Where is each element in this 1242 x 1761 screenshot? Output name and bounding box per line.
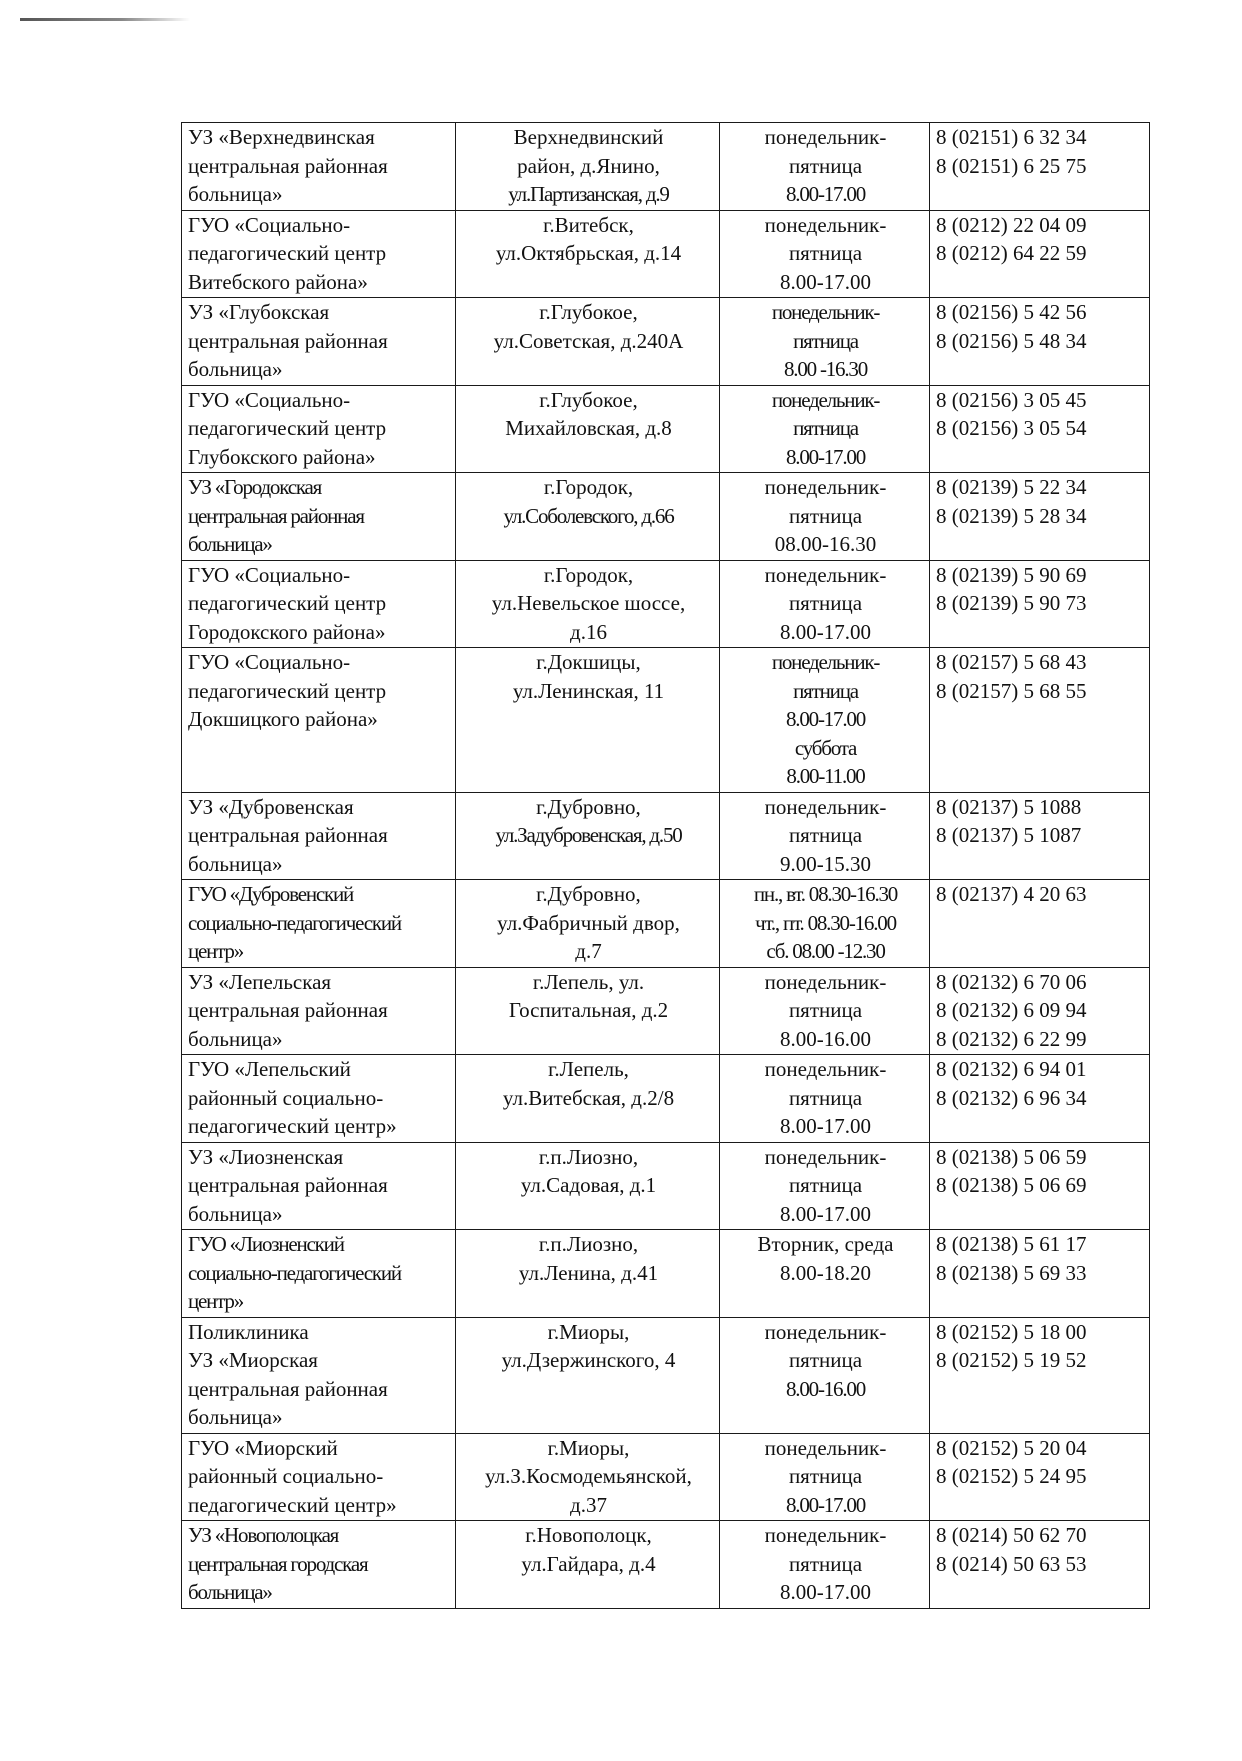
address-cell bbox=[456, 385, 720, 473]
phone-number: 8 (02139) 5 90 69 bbox=[936, 562, 1087, 587]
phone-number: 8 (02156) 5 42 56 bbox=[936, 300, 1087, 324]
hours-cell bbox=[720, 1433, 930, 1521]
organization-cell bbox=[182, 1433, 456, 1521]
address-line: ул.Витебская, д.2/8 bbox=[502, 1085, 675, 1110]
hours-line: 8.00-17.00 bbox=[786, 444, 865, 469]
phone-number: 8 (02137) 5 1088 bbox=[936, 794, 1082, 819]
hours-cell bbox=[720, 123, 930, 211]
hours-cell bbox=[720, 648, 930, 793]
table-row bbox=[182, 560, 1150, 648]
hours-line: понедельник- bbox=[771, 387, 880, 412]
address-line: ул.Фабричный двор, bbox=[497, 910, 680, 935]
organization-cell bbox=[182, 967, 456, 1055]
hours-line: суббота bbox=[794, 735, 857, 760]
phones-cell bbox=[930, 298, 1150, 386]
phones-cell bbox=[930, 560, 1150, 648]
address-line: д.16 bbox=[570, 619, 607, 644]
organization-line: УЗ «Дубровенская bbox=[188, 794, 354, 819]
phones-cell bbox=[930, 473, 1150, 561]
organization-line: центральная районная bbox=[188, 503, 364, 528]
hours-line: пн., вт. 08.30-16.30 bbox=[753, 882, 898, 906]
table-row bbox=[182, 1142, 1150, 1230]
hours-line: пятница bbox=[793, 328, 858, 353]
address-cell bbox=[456, 123, 720, 211]
organization-line: Докшицкого района» bbox=[188, 707, 378, 731]
phone-number: 8 (0212) 22 04 09 bbox=[936, 212, 1087, 237]
phone-number: 8 (02156) 3 05 54 bbox=[936, 416, 1087, 440]
address-line: ул.Ленина, д.41 bbox=[518, 1260, 659, 1285]
address-line: г.Лепель, bbox=[548, 1057, 629, 1081]
hours-line: 8.00-16.00 bbox=[786, 1376, 865, 1401]
organization-line: больница» bbox=[188, 851, 283, 876]
organization-line: больница» bbox=[188, 182, 283, 206]
hours-line: пятница bbox=[788, 503, 863, 528]
hours-line: пятница bbox=[788, 823, 863, 847]
address-cell bbox=[456, 560, 720, 648]
table-row bbox=[182, 385, 1150, 473]
hours-cell bbox=[720, 210, 930, 298]
hours-line: понедельник- bbox=[764, 1523, 887, 1547]
hours-line: 8.00-17.00 bbox=[780, 1580, 871, 1604]
hours-line: пятница bbox=[788, 1085, 863, 1110]
hours-line: пятница bbox=[788, 591, 863, 615]
phones-cell bbox=[930, 1142, 1150, 1230]
organization-line: педагогический центр bbox=[188, 241, 387, 265]
hours-cell bbox=[720, 1230, 930, 1318]
phones-cell bbox=[930, 792, 1150, 880]
table-row bbox=[182, 648, 1150, 793]
scan-edge-mark bbox=[20, 18, 190, 21]
hours-line: пятница bbox=[788, 241, 863, 265]
organization-cell bbox=[182, 792, 456, 880]
organization-cell bbox=[182, 473, 456, 561]
phones-cell bbox=[930, 210, 1150, 298]
phone-number: 8 (02152) 5 20 04 bbox=[936, 1435, 1087, 1460]
hours-line: пятница bbox=[788, 1464, 863, 1488]
address-cell bbox=[456, 967, 720, 1055]
organization-line: Поликлиника bbox=[188, 1319, 309, 1344]
phone-number: 8 (02138) 5 06 69 bbox=[936, 1173, 1087, 1197]
hours-line: пятница bbox=[793, 678, 858, 703]
organization-line: центральная городская bbox=[188, 1551, 368, 1576]
phone-number: 8 (0214) 50 63 53 bbox=[936, 1551, 1087, 1576]
phone-number: 8 (02139) 5 28 34 bbox=[936, 503, 1087, 528]
organization-line: больница» bbox=[188, 532, 272, 556]
organization-cell bbox=[182, 648, 456, 793]
hours-cell bbox=[720, 792, 930, 880]
phone-number: 8 (02151) 6 25 75 bbox=[936, 153, 1087, 178]
hours-line: понедельник- bbox=[764, 1319, 887, 1344]
organization-cell bbox=[182, 298, 456, 386]
hours-line: чт., пт. 08.30-16.00 bbox=[755, 910, 896, 935]
organization-cell bbox=[182, 210, 456, 298]
organization-line: УЗ «Верхнедвинская bbox=[188, 125, 375, 149]
hours-line: понедельник- bbox=[764, 969, 887, 994]
address-cell bbox=[456, 1142, 720, 1230]
hours-line: понедельник- bbox=[764, 562, 887, 587]
organization-line: больница» bbox=[188, 1026, 283, 1051]
hours-line: 9.00-15.30 bbox=[780, 851, 871, 876]
phone-number: 8 (02138) 5 69 33 bbox=[936, 1260, 1087, 1285]
table-row bbox=[182, 1230, 1150, 1318]
address-line: г.п.Лиозно, bbox=[538, 1144, 639, 1169]
phones-cell bbox=[930, 1521, 1150, 1609]
address-cell bbox=[456, 473, 720, 561]
organization-line: ГУО «Социально- bbox=[188, 387, 351, 412]
phones-cell bbox=[930, 123, 1150, 211]
address-cell bbox=[456, 298, 720, 386]
organization-line: педагогический центр bbox=[188, 678, 387, 703]
organization-line: ГУО «Миорский bbox=[188, 1435, 338, 1460]
address-line: г.Миоры, bbox=[547, 1319, 630, 1344]
organization-line: центральная районная bbox=[188, 153, 388, 178]
organization-line: центральная районная bbox=[188, 328, 388, 353]
phone-number: 8 (02139) 5 22 34 bbox=[936, 475, 1087, 499]
organization-cell bbox=[182, 1521, 456, 1609]
phone-number: 8 (02132) 6 09 94 bbox=[936, 998, 1087, 1022]
address-line: д.7 bbox=[575, 939, 602, 963]
address-line: ул.Партизанская, д.9 bbox=[508, 182, 669, 206]
address-line: Верхнедвинский bbox=[513, 125, 664, 149]
phones-cell bbox=[930, 1230, 1150, 1318]
address-cell bbox=[456, 648, 720, 793]
address-cell bbox=[456, 1230, 720, 1318]
phones-cell bbox=[930, 1317, 1150, 1433]
hours-line: 8.00-17.00 bbox=[780, 1201, 871, 1226]
organization-line: УЗ «Лиозненская bbox=[188, 1144, 344, 1169]
organization-line: ГУО «Социально- bbox=[188, 562, 351, 587]
hours-cell bbox=[720, 1521, 930, 1609]
hours-line: понедельник- bbox=[764, 212, 887, 237]
phone-number: 8 (02156) 5 48 34 bbox=[936, 328, 1087, 353]
hours-line: 8.00-11.00 bbox=[786, 764, 865, 788]
hours-line: понедельник- bbox=[764, 794, 887, 819]
phones-cell bbox=[930, 1055, 1150, 1143]
organization-line: УЗ «Городокская bbox=[188, 475, 322, 499]
hours-line: 8.00-17.00 bbox=[780, 269, 871, 294]
hours-line: понедельник- bbox=[764, 1144, 887, 1169]
phones-cell bbox=[930, 385, 1150, 473]
organization-cell bbox=[182, 880, 456, 968]
hours-cell bbox=[720, 473, 930, 561]
address-line: г.Глубокое, bbox=[539, 387, 638, 412]
hours-line: понедельник- bbox=[771, 650, 880, 674]
hours-line: пятница bbox=[793, 416, 858, 440]
table-row bbox=[182, 1317, 1150, 1433]
organization-cell bbox=[182, 560, 456, 648]
address-line: ул.Соболевского, д.66 bbox=[503, 503, 674, 528]
hours-line: пятница bbox=[788, 1348, 863, 1372]
address-cell bbox=[456, 210, 720, 298]
hours-cell bbox=[720, 967, 930, 1055]
address-line: г.Лепель, ул. bbox=[532, 969, 645, 994]
hours-cell bbox=[720, 880, 930, 968]
address-line: г.Городок, bbox=[543, 562, 634, 587]
organization-cell bbox=[182, 1230, 456, 1318]
address-cell bbox=[456, 1433, 720, 1521]
organization-line: центральная районная bbox=[188, 998, 388, 1022]
table-row bbox=[182, 967, 1150, 1055]
address-cell bbox=[456, 880, 720, 968]
address-line: г.Миоры, bbox=[547, 1435, 630, 1460]
hours-line: 8.00-17.00 bbox=[786, 1492, 865, 1517]
phone-number: 8 (02132) 6 22 99 bbox=[936, 1026, 1087, 1051]
address-cell bbox=[456, 1521, 720, 1609]
organization-line: центр» bbox=[188, 1289, 244, 1313]
address-line: г.Городок, bbox=[543, 475, 634, 499]
hours-line: 8.00-17.00 bbox=[786, 707, 865, 731]
organization-line: больница» bbox=[188, 1201, 283, 1226]
phone-number: 8 (02137) 5 1087 bbox=[936, 823, 1082, 847]
phone-number: 8 (02139) 5 90 73 bbox=[936, 591, 1087, 615]
hours-line: пятница bbox=[788, 998, 863, 1022]
organization-line: педагогический центр bbox=[188, 591, 387, 615]
address-line: ул.Невельское шоссе, bbox=[491, 591, 686, 615]
organization-cell bbox=[182, 1317, 456, 1433]
address-line: г.п.Лиозно, bbox=[538, 1232, 639, 1256]
hours-line: 08.00-16.30 bbox=[774, 532, 877, 556]
phone-number: 8 (02157) 5 68 55 bbox=[936, 678, 1087, 703]
hours-cell bbox=[720, 385, 930, 473]
address-line: ул.Октябрьская, д.14 bbox=[495, 241, 682, 265]
organization-line: УЗ «Миорская bbox=[188, 1348, 318, 1372]
organization-line: УЗ «Новополоцкая bbox=[188, 1523, 339, 1547]
hours-line: понедельник- bbox=[764, 1057, 887, 1081]
organization-line: центральная районная bbox=[188, 1173, 388, 1197]
organization-line: Витебского района» bbox=[188, 269, 368, 294]
phone-number: 8 (02138) 5 61 17 bbox=[936, 1232, 1087, 1256]
table-body bbox=[182, 123, 1150, 1609]
address-cell bbox=[456, 1317, 720, 1433]
organization-line: центральная районная bbox=[188, 1376, 388, 1401]
address-line: ул.Дзержинского, 4 bbox=[501, 1348, 676, 1372]
table-row bbox=[182, 792, 1150, 880]
organization-line: Глубокского района» bbox=[188, 444, 376, 469]
address-line: г.Докшицы, bbox=[536, 650, 641, 674]
table-row bbox=[182, 298, 1150, 386]
hours-cell bbox=[720, 298, 930, 386]
address-line: район, д.Янино, bbox=[517, 153, 660, 178]
phone-number: 8 (02132) 6 96 34 bbox=[936, 1085, 1087, 1110]
address-line: Михайловская, д.8 bbox=[505, 416, 672, 440]
address-line: ул.Ленинская, 11 bbox=[512, 678, 665, 703]
hours-line: Вторник, среда bbox=[757, 1232, 894, 1256]
organization-cell bbox=[182, 385, 456, 473]
organization-line: больница» bbox=[188, 1405, 283, 1429]
address-line: ул.Садовая, д.1 bbox=[520, 1173, 657, 1197]
address-line: г.Новополоцк, bbox=[525, 1523, 652, 1547]
phone-number: 8 (02151) 6 32 34 bbox=[936, 125, 1087, 149]
phone-number: 8 (02152) 5 24 95 bbox=[936, 1464, 1087, 1488]
address-cell bbox=[456, 792, 720, 880]
phone-number: 8 (02156) 3 05 45 bbox=[936, 387, 1087, 412]
table-row bbox=[182, 473, 1150, 561]
organization-line: центральная районная bbox=[188, 823, 388, 847]
address-line: г.Витебск, bbox=[543, 212, 634, 237]
hours-cell bbox=[720, 1055, 930, 1143]
organization-line: ГУО «Социально- bbox=[188, 212, 351, 237]
organization-line: УЗ «Лепельская bbox=[188, 969, 332, 994]
address-line: ул.Гайдара, д.4 bbox=[521, 1551, 656, 1576]
phones-cell bbox=[930, 967, 1150, 1055]
organization-cell bbox=[182, 1142, 456, 1230]
organization-cell bbox=[182, 1055, 456, 1143]
address-line: ул.З.Космодемьянской, bbox=[485, 1464, 692, 1488]
organization-line: педагогический центр bbox=[188, 416, 387, 440]
hours-line: пятница bbox=[788, 1173, 863, 1197]
organization-line: ГУО «Лиозненский bbox=[188, 1232, 344, 1256]
address-line: г.Дубровно, bbox=[536, 882, 641, 906]
hours-line: 8.00 -16.30 bbox=[783, 357, 868, 381]
phone-number: 8 (02152) 5 19 52 bbox=[936, 1348, 1087, 1372]
address-line: Госпитальная, д.2 bbox=[508, 998, 669, 1022]
phone-number: 8 (0212) 64 22 59 bbox=[936, 241, 1087, 265]
hours-cell bbox=[720, 1142, 930, 1230]
hours-cell bbox=[720, 1317, 930, 1433]
hours-line: понедельник- bbox=[764, 125, 887, 149]
organization-line: социально-педагогический bbox=[188, 910, 401, 935]
table-row bbox=[182, 210, 1150, 298]
hours-line: 8.00-17.00 bbox=[780, 619, 871, 644]
address-line: г.Дубровно, bbox=[536, 794, 641, 819]
hours-line: понедельник- bbox=[764, 475, 887, 499]
organization-cell bbox=[182, 123, 456, 211]
phone-number: 8 (02132) 6 94 01 bbox=[936, 1057, 1087, 1081]
address-cell bbox=[456, 1055, 720, 1143]
phones-cell bbox=[930, 648, 1150, 793]
phone-number: 8 (02157) 5 68 43 bbox=[936, 650, 1087, 674]
hours-line: 8.00-17.00 bbox=[786, 182, 865, 206]
organization-line: ГУО «Социально- bbox=[188, 650, 351, 674]
address-line: г.Глубокое, bbox=[539, 300, 638, 324]
contacts-table bbox=[181, 122, 1150, 1609]
phone-number: 8 (02138) 5 06 59 bbox=[936, 1144, 1087, 1169]
organization-line: педагогический центр» bbox=[188, 1114, 397, 1138]
organization-line: больница» bbox=[188, 1580, 272, 1604]
organization-line: районный социально- bbox=[188, 1464, 384, 1488]
phone-number: 8 (0214) 50 62 70 bbox=[936, 1523, 1087, 1547]
organization-line: педагогический центр» bbox=[188, 1492, 397, 1517]
table-row bbox=[182, 1433, 1150, 1521]
organization-line: ГУО «Лепельский bbox=[188, 1057, 351, 1081]
hours-line: пятница bbox=[788, 153, 863, 178]
hours-line: 8.00-16.00 bbox=[780, 1026, 871, 1051]
hours-line: понедельник- bbox=[764, 1435, 887, 1460]
organization-line: больница» bbox=[188, 357, 283, 381]
organization-line: УЗ «Глубокская bbox=[188, 300, 330, 324]
table-row bbox=[182, 880, 1150, 968]
address-line: ул.Советская, д.240А bbox=[493, 328, 684, 353]
hours-line: 8.00-18.20 bbox=[780, 1260, 871, 1285]
hours-line: сб. 08.00 -12.30 bbox=[766, 939, 885, 963]
hours-line: понедельник- bbox=[771, 300, 880, 324]
phones-cell bbox=[930, 1433, 1150, 1521]
table-row bbox=[182, 1521, 1150, 1609]
table-row bbox=[182, 123, 1150, 211]
address-line: ул.Задубровенская, д.50 bbox=[495, 823, 682, 847]
address-line: д.37 bbox=[570, 1492, 607, 1517]
organization-line: центр» bbox=[188, 939, 244, 963]
organization-line: Городокского района» bbox=[188, 619, 386, 644]
hours-line: 8.00-17.00 bbox=[780, 1114, 871, 1138]
organization-line: районный социально- bbox=[188, 1085, 384, 1110]
table-row bbox=[182, 1055, 1150, 1143]
organization-line: социально-педагогический bbox=[188, 1260, 401, 1285]
organization-line: ГУО «Дубровенский bbox=[188, 882, 354, 906]
phone-number: 8 (02152) 5 18 00 bbox=[936, 1319, 1087, 1344]
hours-line: пятница bbox=[788, 1551, 863, 1576]
phone-number: 8 (02137) 4 20 63 bbox=[936, 882, 1087, 906]
phones-cell bbox=[930, 880, 1150, 968]
hours-cell bbox=[720, 560, 930, 648]
phone-number: 8 (02132) 6 70 06 bbox=[936, 969, 1087, 994]
